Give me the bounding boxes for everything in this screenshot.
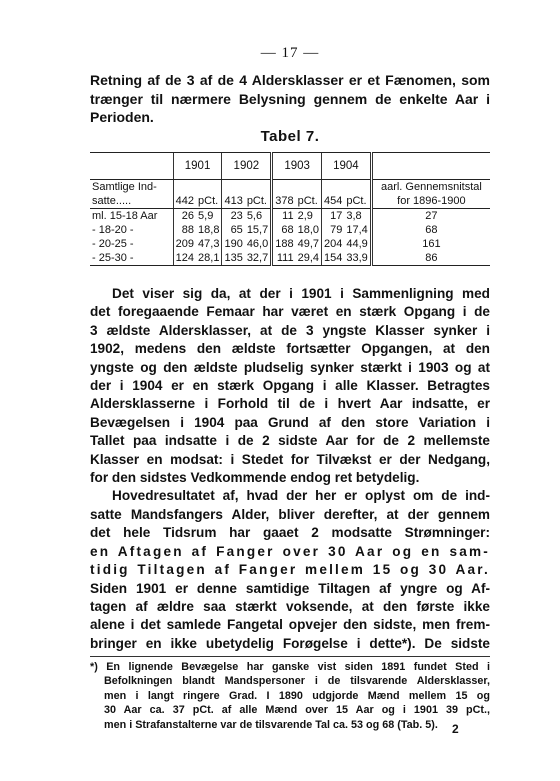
page-number: — 17 — [260,45,320,61]
cell-percent: 28,1 [196,251,222,266]
cell-percent: 44,9 [346,238,368,250]
intro-line: Retning af de 3 af de 4 Aldersklasser er et Fænomen, som [90,72,490,88]
cell-count: 111 [272,251,296,266]
table-header-blank [90,153,173,180]
cell-percent: 46,0 [246,238,269,250]
row-label: satte..... [90,194,173,209]
cell-count: 454 [322,194,345,209]
cell-unit: pCt. [196,194,222,209]
intro-paragraph [90,71,490,127]
body-line: der i 1904 er en stærk Opgang i alle Klasser. Betragtes [90,378,490,394]
body-line: Tallet paa indsatte i de 2 sidste Aar for de 2 mellemste [90,433,490,449]
cell-percent: 3,8 [346,210,362,222]
table-row [90,223,490,237]
cell-count: 378 [272,194,296,209]
body-line: Siden 1901 er denne samtidige Tiltagen af yngre og Af- [90,580,490,596]
year-header: 1903 [272,153,322,180]
cell-count: 135 [222,251,245,266]
document-page [90,0,490,781]
cell-count: 65 [222,223,245,237]
row-label: ml. 15-18 Aar [92,210,158,222]
cell-count: 23 [222,209,245,224]
cell-percent: 5,6 [246,210,263,222]
year-header: 1901 [173,153,222,180]
body-line: yngste og den ældste pludselig synker stærkt i 1903 og at [90,359,490,375]
table-row [90,209,490,224]
cell-count: 124 [173,251,196,266]
cell-percent: 49,7 [297,238,320,250]
footnote-line: *) En lignende Bevægelse har ganske vist siden 1891 fundet Sted i [90,661,490,673]
footnote-line: Befolkningen blandt Mandspersoner i de tilsvarende Aldersklasser, [104,675,490,688]
table-row [90,237,490,251]
footnote-line: men i langt ringere Grad. I 1890 udgjorde Mænd mellem 15 og [104,689,490,702]
row-label: - 20-25 - [92,238,134,250]
body-line: alene i det samlede Fangetal opvejer den sidste, men frem- [90,617,490,633]
cell-average: 68 [371,223,490,237]
footnotes [90,660,490,732]
body-line: bringer en ikke ubetydelig Forøgelse i dette*). De sidste [90,635,490,651]
body-line: Det viser sig da, at der i 1901 i Sammenligning med [112,286,490,301]
body-line: 3 ældste Aldersklasser, at de 3 yngste Klasser synker i [90,322,490,338]
average-header: aarl. Gennemsnitstal [371,180,490,195]
cell-percent: 47,3 [198,238,220,250]
cell-percent: 15,7 [246,224,269,236]
cell-count: 188 [272,237,296,251]
footnote-divider [90,656,490,657]
cell-percent: 32,7 [245,251,272,266]
body-line: det hele Tidsrum har gaaet 2 modsatte Strømninger: [90,525,490,541]
footnote-line: men i Strafanstalterne var de tilsvarende Tal ca. 53 og 68 (Tab. 5). [104,718,438,731]
cell-unit: pCt. [344,194,371,209]
cell-count: 26 [173,209,196,224]
cell-count: 79 [322,223,345,237]
intro-line: trænger til nærmere Belysning gennem de enkelte Aar i [90,90,490,107]
table-row [90,194,490,209]
cell-count: 204 [322,237,345,251]
body-line: satte Mandsfangers Alder, bliver derefter, at der gennem [90,506,490,522]
table-title: Tabel 7. [260,128,320,145]
body-line: Hovedresultatet af, hvad der her er oplyst om de ind- [112,488,490,504]
cell-count: 17 [322,209,345,224]
cell-count: 68 [272,223,296,237]
cell-count: 442 [173,194,196,209]
body-line: Aldersklasserne i Forhold til de i hvert Aar indsatte, er [90,396,490,412]
cell-unit: pCt. [245,194,272,209]
cell-average: 86 [371,251,490,266]
cell-count: 190 [222,237,245,251]
cell-percent: 18,8 [198,224,220,236]
body-line: 1902, medens den ældste fortsætter Opgangen, at den [90,341,490,357]
intro-line: Perioden. [90,109,154,125]
cell-count: 154 [322,251,345,266]
average-header-blank [371,153,490,180]
row-label: Samtlige Ind- [92,181,157,193]
cell-count: 88 [173,223,196,237]
table-header-row [90,153,490,180]
cell-count: 11 [272,209,296,224]
cell-percent: 33,9 [344,251,371,266]
cell-count: 209 [173,237,196,251]
table-row [90,251,490,266]
body-line: Klasser en modsat: i Stedet for Tilvækst er der Nedgang, [90,451,490,467]
year-header: 1902 [222,153,272,180]
cell-unit: pCt. [296,194,322,209]
average-header: for 1896-1900 [371,194,490,209]
signature-mark: 2 [452,722,459,736]
cell-percent: 29,4 [296,251,322,266]
row-label: - 25-30 - [90,251,173,266]
body-line: det foregaaende Femaar har været en stærk Opgang i de [90,304,490,320]
cell-average: 161 [371,237,490,251]
body-line-emphasis: tidig Tiltagen af Fanger mellem 15 og 30 Aar. [90,562,490,578]
row-label: - 18-20 - [92,224,134,236]
body-line: tagen af ældre saa stærkt voksende, at den første ikke [90,598,490,614]
body-line-emphasis: en Aftagen af Fanger over 30 Aar og en sam- [90,543,490,559]
body-line: Bevægelsen i 1904 paa Grund af den store Variation i [90,414,490,430]
cell-average: 27 [371,209,490,224]
body-line: for den sidstes Vedkommende endog ret betydelig. [90,470,420,486]
body-text [90,285,490,653]
cell-count: 413 [222,194,245,209]
footnote-line: 30 Aar ca. 37 pCt. af alle Mænd over 15 Aar og i 1901 39 pCt., [104,704,490,717]
cell-percent: 2,9 [297,210,313,222]
cell-percent: 17,4 [346,224,368,236]
cell-percent: 5,9 [198,210,214,222]
cell-percent: 18,0 [297,224,320,236]
age-class-table [90,152,490,266]
year-header: 1904 [322,153,372,180]
table-row [90,180,490,195]
